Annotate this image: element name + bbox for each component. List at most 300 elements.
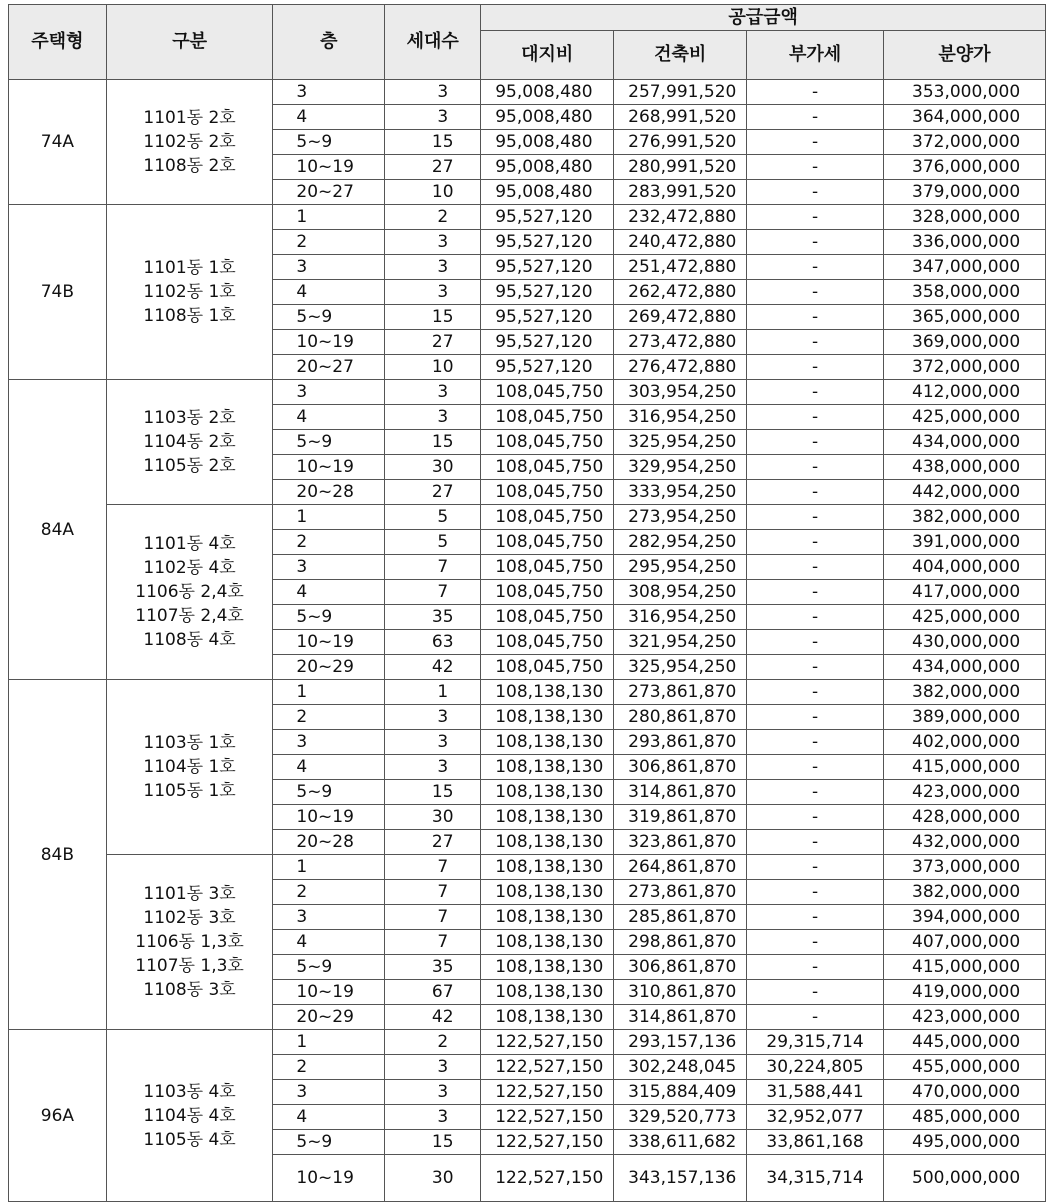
land-cost-cell: 108,045,750	[481, 380, 614, 405]
floor-cell: 5~9	[273, 1130, 385, 1155]
vat-cell: -	[747, 330, 884, 355]
floor-cell: 5~9	[273, 305, 385, 330]
sale-price-cell: 423,000,000	[884, 780, 1046, 805]
floor-cell: 3	[273, 380, 385, 405]
sale-price-cell: 369,000,000	[884, 330, 1046, 355]
building-cost-cell: 302,248,045	[614, 1055, 747, 1080]
sale-price-cell: 417,000,000	[884, 580, 1046, 605]
land-cost-cell: 108,138,130	[481, 930, 614, 955]
sale-price-cell: 376,000,000	[884, 155, 1046, 180]
unit-type-cell: 96A	[9, 1030, 107, 1202]
sale-price-cell: 415,000,000	[884, 755, 1046, 780]
vat-cell: -	[747, 555, 884, 580]
table-row	[9, 680, 1046, 705]
sale-price-cell: 404,000,000	[884, 555, 1046, 580]
units-cell: 15	[385, 305, 481, 330]
building-cost-cell: 240,472,880	[614, 230, 747, 255]
building-cost-cell: 269,472,880	[614, 305, 747, 330]
units-cell: 30	[385, 1155, 481, 1202]
building-cost-cell: 316,954,250	[614, 405, 747, 430]
building-cost-cell: 325,954,250	[614, 655, 747, 680]
vat-cell: -	[747, 980, 884, 1005]
floor-cell: 1	[273, 680, 385, 705]
floor-cell: 5~9	[273, 430, 385, 455]
vat-cell: -	[747, 755, 884, 780]
building-unit-label: 1101동 4호	[143, 534, 236, 554]
sale-price-cell: 425,000,000	[884, 605, 1046, 630]
vat-cell: -	[747, 430, 884, 455]
header-building: 건축비	[614, 31, 747, 80]
units-cell: 1	[385, 680, 481, 705]
floor-cell: 5~9	[273, 130, 385, 155]
building-cost-cell: 306,861,870	[614, 755, 747, 780]
unit-type-cell: 74B	[9, 205, 107, 380]
units-cell: 7	[385, 930, 481, 955]
building-cost-cell: 273,861,870	[614, 680, 747, 705]
land-cost-cell: 108,138,130	[481, 780, 614, 805]
land-cost-cell: 95,008,480	[481, 80, 614, 105]
unit-type-cell: 84A	[9, 380, 107, 680]
land-cost-cell: 122,527,150	[481, 1155, 614, 1202]
sale-price-cell: 412,000,000	[884, 380, 1046, 405]
sale-price-cell: 428,000,000	[884, 805, 1046, 830]
land-cost-cell: 108,138,130	[481, 705, 614, 730]
building-unit-label: 1104동 1호	[143, 757, 236, 777]
units-cell: 3	[385, 105, 481, 130]
floor-cell: 3	[273, 730, 385, 755]
floor-cell: 10~19	[273, 980, 385, 1005]
floor-cell: 4	[273, 755, 385, 780]
table-row	[9, 1030, 1046, 1055]
building-unit-group-cell	[106, 855, 273, 1030]
land-cost-cell: 108,138,130	[481, 880, 614, 905]
header-supply: 공급금액	[481, 5, 1046, 31]
floor-cell: 2	[273, 705, 385, 730]
floor-cell: 5~9	[273, 605, 385, 630]
units-cell: 35	[385, 955, 481, 980]
units-cell: 42	[385, 1005, 481, 1030]
land-cost-cell: 108,045,750	[481, 455, 614, 480]
sale-price-cell: 382,000,000	[884, 505, 1046, 530]
land-cost-cell: 108,045,750	[481, 530, 614, 555]
building-cost-cell: 295,954,250	[614, 555, 747, 580]
units-cell: 3	[385, 705, 481, 730]
building-cost-cell: 293,861,870	[614, 730, 747, 755]
floor-cell: 20~27	[273, 180, 385, 205]
building-cost-cell: 283,991,520	[614, 180, 747, 205]
header-land: 대지비	[481, 31, 614, 80]
floor-cell: 20~27	[273, 355, 385, 380]
building-unit-group-cell	[106, 680, 273, 855]
vat-cell: -	[747, 405, 884, 430]
building-cost-cell: 333,954,250	[614, 480, 747, 505]
sale-price-cell: 382,000,000	[884, 880, 1046, 905]
land-cost-cell: 108,045,750	[481, 605, 614, 630]
vat-cell: -	[747, 705, 884, 730]
vat-cell: -	[747, 730, 884, 755]
floor-cell: 5~9	[273, 780, 385, 805]
land-cost-cell: 95,527,120	[481, 305, 614, 330]
building-unit-label: 1104동 4호	[143, 1105, 236, 1126]
units-cell: 7	[385, 905, 481, 930]
sale-price-cell: 364,000,000	[884, 105, 1046, 130]
building-unit-group-cell	[106, 80, 273, 205]
units-cell: 67	[385, 980, 481, 1005]
sale-price-cell: 470,000,000	[884, 1080, 1046, 1105]
sale-price-cell: 423,000,000	[884, 1005, 1046, 1030]
floor-cell: 1	[273, 855, 385, 880]
units-cell: 3	[385, 755, 481, 780]
units-cell: 5	[385, 530, 481, 555]
sale-price-cell: 328,000,000	[884, 205, 1046, 230]
building-cost-cell: 310,861,870	[614, 980, 747, 1005]
floor-cell: 10~19	[273, 330, 385, 355]
table-row	[9, 855, 1046, 880]
sale-price-cell: 434,000,000	[884, 430, 1046, 455]
vat-cell: -	[747, 955, 884, 980]
floor-cell: 4	[273, 930, 385, 955]
supply-price-table	[8, 4, 1046, 1202]
floor-cell: 5~9	[273, 955, 385, 980]
sale-price-cell: 365,000,000	[884, 305, 1046, 330]
units-cell: 7	[385, 580, 481, 605]
sale-price-cell: 336,000,000	[884, 230, 1046, 255]
building-unit-label: 1108동 3호	[143, 980, 236, 1000]
floor-cell: 10~19	[273, 630, 385, 655]
building-cost-cell: 308,954,250	[614, 580, 747, 605]
building-cost-cell: 316,954,250	[614, 605, 747, 630]
floor-cell: 3	[273, 1080, 385, 1105]
vat-cell: -	[747, 230, 884, 255]
land-cost-cell: 108,138,130	[481, 830, 614, 855]
sale-price-cell: 391,000,000	[884, 530, 1046, 555]
units-cell: 27	[385, 830, 481, 855]
vat-cell: -	[747, 530, 884, 555]
vat-cell: -	[747, 680, 884, 705]
land-cost-cell: 108,045,750	[481, 580, 614, 605]
units-cell: 3	[385, 1080, 481, 1105]
vat-cell: -	[747, 155, 884, 180]
land-cost-cell: 95,008,480	[481, 180, 614, 205]
units-cell: 15	[385, 430, 481, 455]
sale-price-cell: 425,000,000	[884, 405, 1046, 430]
header-units: 세대수	[385, 5, 481, 80]
sale-price-cell: 419,000,000	[884, 980, 1046, 1005]
table-row	[9, 380, 1046, 405]
building-unit-label: 1105동 2호	[143, 456, 236, 476]
vat-cell: -	[747, 830, 884, 855]
building-unit-label: 1103동 1호	[143, 733, 236, 753]
land-cost-cell: 95,527,120	[481, 205, 614, 230]
floor-cell: 10~19	[273, 455, 385, 480]
vat-cell: -	[747, 905, 884, 930]
land-cost-cell: 108,138,130	[481, 755, 614, 780]
units-cell: 10	[385, 355, 481, 380]
building-cost-cell: 282,954,250	[614, 530, 747, 555]
building-cost-cell: 276,991,520	[614, 130, 747, 155]
floor-cell: 2	[273, 530, 385, 555]
vat-cell: -	[747, 930, 884, 955]
floor-cell: 3	[273, 80, 385, 105]
land-cost-cell: 122,527,150	[481, 1105, 614, 1130]
building-cost-cell: 338,611,682	[614, 1130, 747, 1155]
building-unit-label: 1108동 4호	[143, 630, 236, 650]
vat-cell: -	[747, 580, 884, 605]
floor-cell: 4	[273, 1105, 385, 1130]
floor-cell: 4	[273, 405, 385, 430]
land-cost-cell: 108,138,130	[481, 955, 614, 980]
units-cell: 7	[385, 855, 481, 880]
units-cell: 42	[385, 655, 481, 680]
sale-price-cell: 485,000,000	[884, 1105, 1046, 1130]
sale-price-cell: 372,000,000	[884, 355, 1046, 380]
building-unit-group-cell	[106, 505, 273, 680]
table-body	[9, 80, 1046, 1202]
sale-price-cell: 379,000,000	[884, 180, 1046, 205]
units-cell: 15	[385, 780, 481, 805]
building-unit-label: 1108동 1호	[143, 306, 236, 326]
header-floor: 층	[273, 5, 385, 80]
floor-cell: 3	[273, 905, 385, 930]
building-unit-label: 1107동 2,4호	[135, 606, 244, 626]
building-cost-cell: 232,472,880	[614, 205, 747, 230]
vat-cell: -	[747, 805, 884, 830]
units-cell: 3	[385, 405, 481, 430]
unit-type-cell: 84B	[9, 680, 107, 1030]
vat-cell: 31,588,441	[747, 1080, 884, 1105]
floor-cell: 10~19	[273, 155, 385, 180]
sale-price-cell: 373,000,000	[884, 855, 1046, 880]
land-cost-cell: 122,527,150	[481, 1130, 614, 1155]
building-cost-cell: 257,991,520	[614, 80, 747, 105]
land-cost-cell: 95,527,120	[481, 355, 614, 380]
vat-cell: 33,861,168	[747, 1130, 884, 1155]
building-cost-cell: 314,861,870	[614, 1005, 747, 1030]
unit-type-cell: 74A	[9, 80, 107, 205]
units-cell: 3	[385, 230, 481, 255]
header-price: 분양가	[884, 31, 1046, 80]
building-cost-cell: 268,991,520	[614, 105, 747, 130]
vat-cell: -	[747, 605, 884, 630]
units-cell: 3	[385, 730, 481, 755]
floor-cell: 2	[273, 230, 385, 255]
units-cell: 7	[385, 880, 481, 905]
land-cost-cell: 95,527,120	[481, 255, 614, 280]
building-unit-label: 1105동 4호	[143, 1129, 236, 1150]
building-unit-label: 1101동 2호	[143, 108, 236, 128]
sale-price-cell: 438,000,000	[884, 455, 1046, 480]
vat-cell: -	[747, 180, 884, 205]
sale-price-cell: 434,000,000	[884, 655, 1046, 680]
vat-cell: -	[747, 105, 884, 130]
building-cost-cell: 319,861,870	[614, 805, 747, 830]
building-cost-cell: 273,472,880	[614, 330, 747, 355]
floor-cell: 20~28	[273, 480, 385, 505]
building-unit-label: 1104동 2호	[143, 432, 236, 452]
sale-price-cell: 372,000,000	[884, 130, 1046, 155]
floor-cell: 10~19	[273, 805, 385, 830]
units-cell: 15	[385, 1130, 481, 1155]
vat-cell: -	[747, 480, 884, 505]
land-cost-cell: 108,138,130	[481, 980, 614, 1005]
building-cost-cell: 329,520,773	[614, 1105, 747, 1130]
table-row	[9, 205, 1046, 230]
land-cost-cell: 108,138,130	[481, 805, 614, 830]
building-unit-label: 1105동 1호	[143, 781, 236, 801]
building-unit-label: 1101동 1호	[143, 258, 236, 278]
sale-price-cell: 430,000,000	[884, 630, 1046, 655]
sale-price-cell: 442,000,000	[884, 480, 1046, 505]
table-row	[9, 80, 1046, 105]
units-cell: 3	[385, 380, 481, 405]
building-unit-group-cell	[106, 205, 273, 380]
building-cost-cell: 298,861,870	[614, 930, 747, 955]
floor-cell: 1	[273, 1030, 385, 1055]
sale-price-cell: 358,000,000	[884, 280, 1046, 305]
units-cell: 15	[385, 130, 481, 155]
vat-cell: -	[747, 780, 884, 805]
building-unit-group-cell	[106, 1030, 273, 1202]
vat-cell: -	[747, 380, 884, 405]
building-cost-cell: 273,954,250	[614, 505, 747, 530]
units-cell: 27	[385, 330, 481, 355]
building-cost-cell: 321,954,250	[614, 630, 747, 655]
building-unit-label: 1107동 1,3호	[135, 956, 244, 976]
land-cost-cell: 108,045,750	[481, 430, 614, 455]
building-unit-group-cell	[106, 380, 273, 505]
building-cost-cell: 285,861,870	[614, 905, 747, 930]
vat-cell: -	[747, 1005, 884, 1030]
floor-cell: 4	[273, 280, 385, 305]
land-cost-cell: 95,527,120	[481, 230, 614, 255]
units-cell: 27	[385, 480, 481, 505]
floor-cell: 20~28	[273, 830, 385, 855]
table-header	[9, 5, 1046, 80]
vat-cell: -	[747, 630, 884, 655]
building-cost-cell: 280,991,520	[614, 155, 747, 180]
building-unit-label: 1106동 1,3호	[135, 932, 244, 952]
land-cost-cell: 108,045,750	[481, 555, 614, 580]
sale-price-cell: 407,000,000	[884, 930, 1046, 955]
vat-cell: -	[747, 255, 884, 280]
land-cost-cell: 108,045,750	[481, 505, 614, 530]
building-cost-cell: 323,861,870	[614, 830, 747, 855]
vat-cell: -	[747, 80, 884, 105]
land-cost-cell: 108,045,750	[481, 655, 614, 680]
sale-price-cell: 495,000,000	[884, 1130, 1046, 1155]
header-group: 구분	[106, 5, 273, 80]
building-cost-cell: 251,472,880	[614, 255, 747, 280]
sale-price-cell: 445,000,000	[884, 1030, 1046, 1055]
vat-cell: -	[747, 130, 884, 155]
floor-cell: 2	[273, 880, 385, 905]
land-cost-cell: 108,138,130	[481, 855, 614, 880]
building-unit-label: 1106동 2,4호	[135, 582, 244, 602]
land-cost-cell: 108,045,750	[481, 405, 614, 430]
vat-cell: -	[747, 505, 884, 530]
floor-cell: 1	[273, 205, 385, 230]
building-unit-label: 1103동 4호	[143, 1081, 236, 1102]
header-vat: 부가세	[747, 31, 884, 80]
vat-cell: -	[747, 880, 884, 905]
vat-cell: 29,315,714	[747, 1030, 884, 1055]
sale-price-cell: 500,000,000	[884, 1155, 1046, 1202]
sale-price-cell: 353,000,000	[884, 80, 1046, 105]
land-cost-cell: 95,527,120	[481, 280, 614, 305]
land-cost-cell: 108,138,130	[481, 1005, 614, 1030]
units-cell: 30	[385, 805, 481, 830]
building-cost-cell: 329,954,250	[614, 455, 747, 480]
building-cost-cell: 306,861,870	[614, 955, 747, 980]
units-cell: 3	[385, 1105, 481, 1130]
units-cell: 10	[385, 180, 481, 205]
land-cost-cell: 95,527,120	[481, 330, 614, 355]
vat-cell: -	[747, 355, 884, 380]
units-cell: 3	[385, 280, 481, 305]
building-unit-label: 1108동 2호	[143, 156, 236, 176]
land-cost-cell: 108,045,750	[481, 480, 614, 505]
sale-price-cell: 415,000,000	[884, 955, 1046, 980]
header-type: 주택형	[9, 5, 107, 80]
sale-price-cell: 455,000,000	[884, 1055, 1046, 1080]
building-cost-cell: 343,157,136	[614, 1155, 747, 1202]
sale-price-cell: 347,000,000	[884, 255, 1046, 280]
sale-price-cell: 382,000,000	[884, 680, 1046, 705]
units-cell: 5	[385, 505, 481, 530]
floor-cell: 4	[273, 105, 385, 130]
sale-price-cell: 432,000,000	[884, 830, 1046, 855]
units-cell: 3	[385, 1055, 481, 1080]
land-cost-cell: 108,045,750	[481, 630, 614, 655]
building-cost-cell: 273,861,870	[614, 880, 747, 905]
floor-cell: 3	[273, 555, 385, 580]
building-cost-cell: 264,861,870	[614, 855, 747, 880]
building-cost-cell: 276,472,880	[614, 355, 747, 380]
floor-cell: 20~29	[273, 1005, 385, 1030]
land-cost-cell: 122,527,150	[481, 1080, 614, 1105]
building-cost-cell: 262,472,880	[614, 280, 747, 305]
vat-cell: 32,952,077	[747, 1105, 884, 1130]
vat-cell: 30,224,805	[747, 1055, 884, 1080]
building-cost-cell: 325,954,250	[614, 430, 747, 455]
units-cell: 27	[385, 155, 481, 180]
building-cost-cell: 303,954,250	[614, 380, 747, 405]
units-cell: 7	[385, 555, 481, 580]
floor-cell: 3	[273, 255, 385, 280]
land-cost-cell: 122,527,150	[481, 1030, 614, 1055]
vat-cell: -	[747, 455, 884, 480]
units-cell: 35	[385, 605, 481, 630]
building-cost-cell: 280,861,870	[614, 705, 747, 730]
land-cost-cell: 95,008,480	[481, 130, 614, 155]
floor-cell: 4	[273, 580, 385, 605]
floor-cell: 1	[273, 505, 385, 530]
units-cell: 3	[385, 80, 481, 105]
building-unit-label: 1102동 4호	[143, 558, 236, 578]
land-cost-cell: 108,138,130	[481, 680, 614, 705]
units-cell: 2	[385, 205, 481, 230]
land-cost-cell: 95,008,480	[481, 105, 614, 130]
building-unit-label: 1102동 1호	[143, 282, 236, 302]
floor-cell: 2	[273, 1055, 385, 1080]
floor-cell: 10~19	[273, 1155, 385, 1202]
building-cost-cell: 314,861,870	[614, 780, 747, 805]
vat-cell: -	[747, 205, 884, 230]
building-unit-label: 1103동 2호	[143, 408, 236, 428]
building-unit-label: 1102동 3호	[143, 908, 236, 928]
vat-cell: -	[747, 855, 884, 880]
land-cost-cell: 122,527,150	[481, 1055, 614, 1080]
